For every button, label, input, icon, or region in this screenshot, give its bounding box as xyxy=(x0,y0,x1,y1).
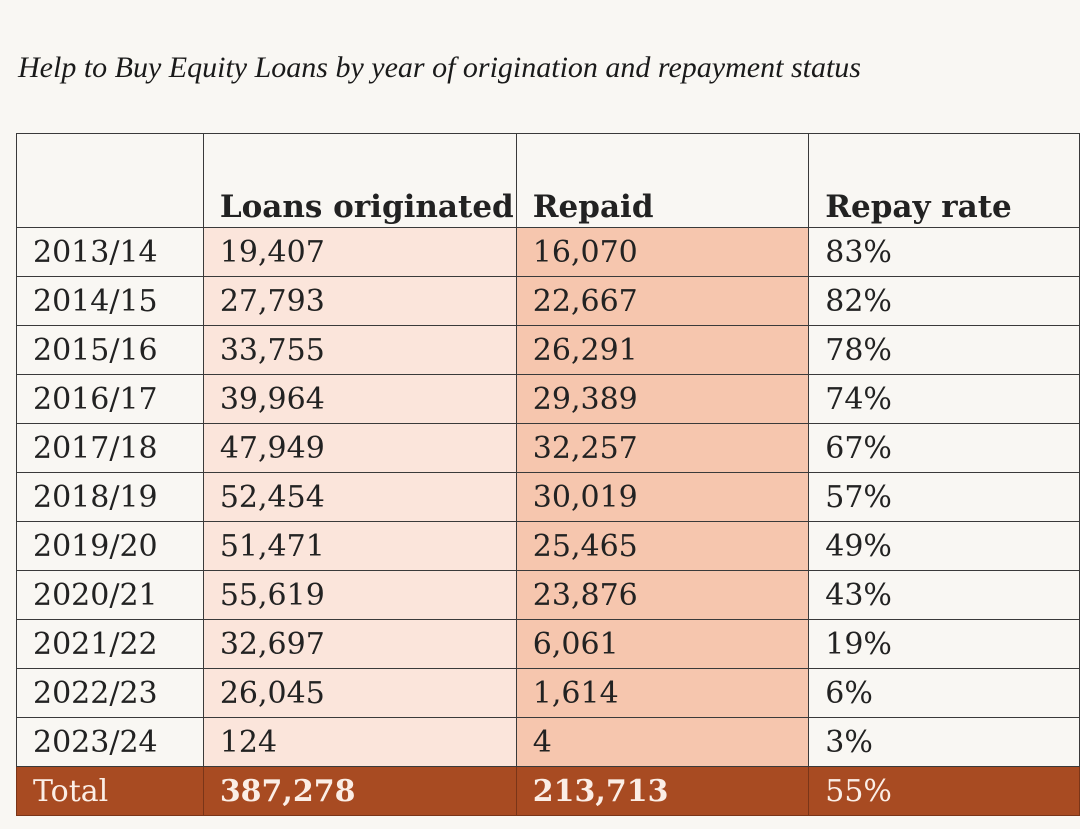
cell-loans-originated: 26,045 xyxy=(203,669,516,718)
cell-repay-rate: 3% xyxy=(809,718,1080,767)
cell-year: 2015/16 xyxy=(17,326,204,375)
cell-repaid: 22,667 xyxy=(516,277,808,326)
total-repay-rate: 55% xyxy=(809,767,1080,816)
cell-year: 2020/21 xyxy=(17,571,204,620)
table-row xyxy=(17,277,1080,326)
cell-repay-rate: 78% xyxy=(809,326,1080,375)
cell-repaid: 23,876 xyxy=(516,571,808,620)
cell-loans-originated: 51,471 xyxy=(203,522,516,571)
loans-table xyxy=(16,133,1080,816)
total-repaid: 213,713 xyxy=(516,767,808,816)
cell-loans-originated: 19,407 xyxy=(203,228,516,277)
cell-repay-rate: 6% xyxy=(809,669,1080,718)
cell-repay-rate: 67% xyxy=(809,424,1080,473)
header-repaid: Repaid xyxy=(516,134,808,228)
cell-year: 2013/14 xyxy=(17,228,204,277)
cell-year: 2014/15 xyxy=(17,277,204,326)
table-row xyxy=(17,669,1080,718)
cell-loans-originated: 47,949 xyxy=(203,424,516,473)
cell-year: 2021/22 xyxy=(17,620,204,669)
table-row xyxy=(17,473,1080,522)
cell-loans-originated: 39,964 xyxy=(203,375,516,424)
cell-repay-rate: 74% xyxy=(809,375,1080,424)
header-loans-originated: Loans originated xyxy=(203,134,516,228)
cell-repay-rate: 82% xyxy=(809,277,1080,326)
cell-repay-rate: 57% xyxy=(809,473,1080,522)
cell-repaid: 6,061 xyxy=(516,620,808,669)
cell-repay-rate: 83% xyxy=(809,228,1080,277)
table-body xyxy=(17,228,1080,816)
chart-title: Help to Buy Equity Loans by year of origination and repayment status xyxy=(18,51,861,84)
cell-repaid: 29,389 xyxy=(516,375,808,424)
header-repay-rate: Repay rate xyxy=(809,134,1080,228)
cell-loans-originated: 27,793 xyxy=(203,277,516,326)
table-row xyxy=(17,522,1080,571)
header-row xyxy=(17,134,1080,228)
cell-repaid: 32,257 xyxy=(516,424,808,473)
cell-loans-originated: 124 xyxy=(203,718,516,767)
cell-repaid: 1,614 xyxy=(516,669,808,718)
table-row xyxy=(17,375,1080,424)
cell-loans-originated: 33,755 xyxy=(203,326,516,375)
cell-year: 2017/18 xyxy=(17,424,204,473)
cell-year: 2023/24 xyxy=(17,718,204,767)
cell-year: 2019/20 xyxy=(17,522,204,571)
cell-repaid: 25,465 xyxy=(516,522,808,571)
cell-repaid: 4 xyxy=(516,718,808,767)
total-label: Total xyxy=(17,767,204,816)
cell-loans-originated: 52,454 xyxy=(203,473,516,522)
table-row xyxy=(17,718,1080,767)
cell-repaid: 16,070 xyxy=(516,228,808,277)
cell-year: 2018/19 xyxy=(17,473,204,522)
table-row xyxy=(17,326,1080,375)
cell-repay-rate: 49% xyxy=(809,522,1080,571)
cell-repay-rate: 43% xyxy=(809,571,1080,620)
cell-loans-originated: 32,697 xyxy=(203,620,516,669)
cell-year: 2016/17 xyxy=(17,375,204,424)
cell-year: 2022/23 xyxy=(17,669,204,718)
table-row xyxy=(17,228,1080,277)
cell-repay-rate: 19% xyxy=(809,620,1080,669)
cell-repaid: 26,291 xyxy=(516,326,808,375)
table-row xyxy=(17,620,1080,669)
total-row xyxy=(17,767,1080,816)
table-row xyxy=(17,571,1080,620)
cell-repaid: 30,019 xyxy=(516,473,808,522)
cell-loans-originated: 55,619 xyxy=(203,571,516,620)
table-row xyxy=(17,424,1080,473)
header-year xyxy=(17,134,204,228)
total-loans-originated: 387,278 xyxy=(203,767,516,816)
